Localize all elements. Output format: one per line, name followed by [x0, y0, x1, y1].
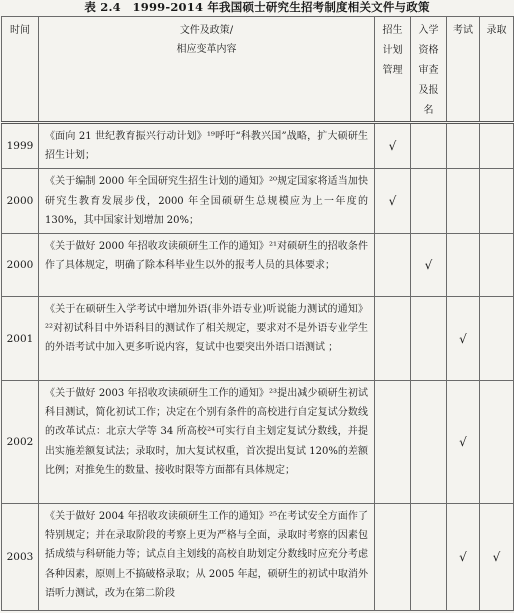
row-year: 2001	[2, 297, 39, 381]
row-content-text: 《关于做好 2004 年招收攻读硕研生工作的通知》²⁵在考试安全方面作了特别规定；并在录取阶段的考察上更为严格与全面，录取时考察的因素包括成绩与科研能力等；试点自主划线的高校自助划定分数线时应充分考虑各种因素，原则上不搞破格录取；从 2005 年起，硕研生的初试中取消外语听力测试，改为在第二阶段	[45, 511, 368, 599]
plan-check: √	[375, 123, 411, 169]
table-row	[2, 297, 514, 381]
table-row	[2, 381, 514, 504]
header-plan-line: 管理	[382, 65, 403, 76]
row-year: 2000	[2, 169, 39, 234]
policy-table	[1, 16, 514, 611]
header-exam: 考试	[447, 17, 480, 123]
admit-check	[480, 234, 514, 297]
review-check	[411, 381, 447, 504]
table-row	[2, 123, 514, 169]
plan-check	[375, 381, 411, 504]
admit-check	[480, 297, 514, 381]
header-plan-line: 计划	[382, 45, 403, 56]
header-review-line: 及报	[418, 85, 439, 96]
row-content: 《面向 21 世纪教育振兴行动计划》¹⁹呼吁“科教兴国”战略，扩大硕研生招生计划；	[39, 123, 375, 169]
header-review-line: 入学	[418, 25, 439, 36]
row-content: 《关于在硕研生入学考试中增加外语(非外语专业)听说能力测试的通知》²²对初试科目中外语科目的测试作了相关规定，要求对不是外语专业学生的外语考试中加入更多听说内容，复试中也要突出外语口语测试 ；	[39, 297, 375, 381]
exam-check	[447, 234, 480, 297]
review-check	[411, 169, 447, 234]
exam-check: √	[447, 297, 480, 381]
header-plan-line: 招生	[382, 25, 403, 36]
row-content: 《关于做好 2000 年招收攻读硕研生工作的通知》²¹对硕研生的招收条件作了具体规定，明确了除本科毕业生以外的报考人员的具体要求；	[39, 234, 375, 297]
plan-check	[375, 504, 411, 611]
plan-check	[375, 297, 411, 381]
plan-check: √	[375, 169, 411, 234]
admit-check	[480, 169, 514, 234]
row-year: 2003	[2, 504, 39, 611]
row-content	[39, 504, 375, 611]
exam-check	[447, 123, 480, 169]
row-content: 《关于做好 2003 年招收攻读硕研生工作的通知》²³提出减少硕研生初试科目测试，简化初试工作；决定在个别有条件的高校进行自定复试分数线的改革试点：北京大学等 34 所高校²⁴可实行自主划定复试分数线，并提出实施差额复试法；录取时，加大复试权重，首次提出复试 120%的差额比例；对推免生的数量、接收时限等方面都有具体规定；	[39, 381, 375, 504]
header-time: 时间	[2, 17, 39, 123]
header-content-line1: 文件及政策/	[179, 25, 234, 36]
exam-check: √	[447, 504, 480, 611]
review-check	[411, 504, 447, 611]
header-review-line: 审查	[418, 65, 439, 76]
row-year: 2002	[2, 381, 39, 504]
exam-check: √	[447, 381, 480, 504]
header-content	[39, 17, 375, 123]
header-review	[411, 17, 447, 123]
review-check	[411, 123, 447, 169]
review-check	[411, 297, 447, 381]
admit-check: √	[480, 504, 514, 611]
table-row	[2, 234, 514, 297]
exam-check	[447, 169, 480, 234]
row-content: 《关于编制 2000 年全国研究生招生计划的通知》²⁰规定国家将适当加快研究生教育发展步伐，2000 年全国硕研生总规模应为上一年度的 130%，其中国家计划增加 20%；	[39, 169, 375, 234]
header-admit: 录取	[480, 17, 514, 123]
header-review-line: 资格	[418, 45, 439, 56]
table-row	[2, 504, 514, 611]
header-content-line2: 相应变革内容	[176, 44, 237, 55]
admit-check	[480, 381, 514, 504]
review-check: √	[411, 234, 447, 297]
row-year: 1999	[2, 123, 39, 169]
header-review-line: 名	[423, 105, 434, 116]
table-caption: 表 2.4 1999-2014 年我国硕士研究生招考制度相关文件与政策	[84, 0, 430, 14]
admit-check	[480, 123, 514, 169]
table-header-row	[2, 17, 514, 123]
row-year: 2000	[2, 234, 39, 297]
plan-check	[375, 234, 411, 297]
table-row	[2, 169, 514, 234]
header-plan	[375, 17, 411, 123]
